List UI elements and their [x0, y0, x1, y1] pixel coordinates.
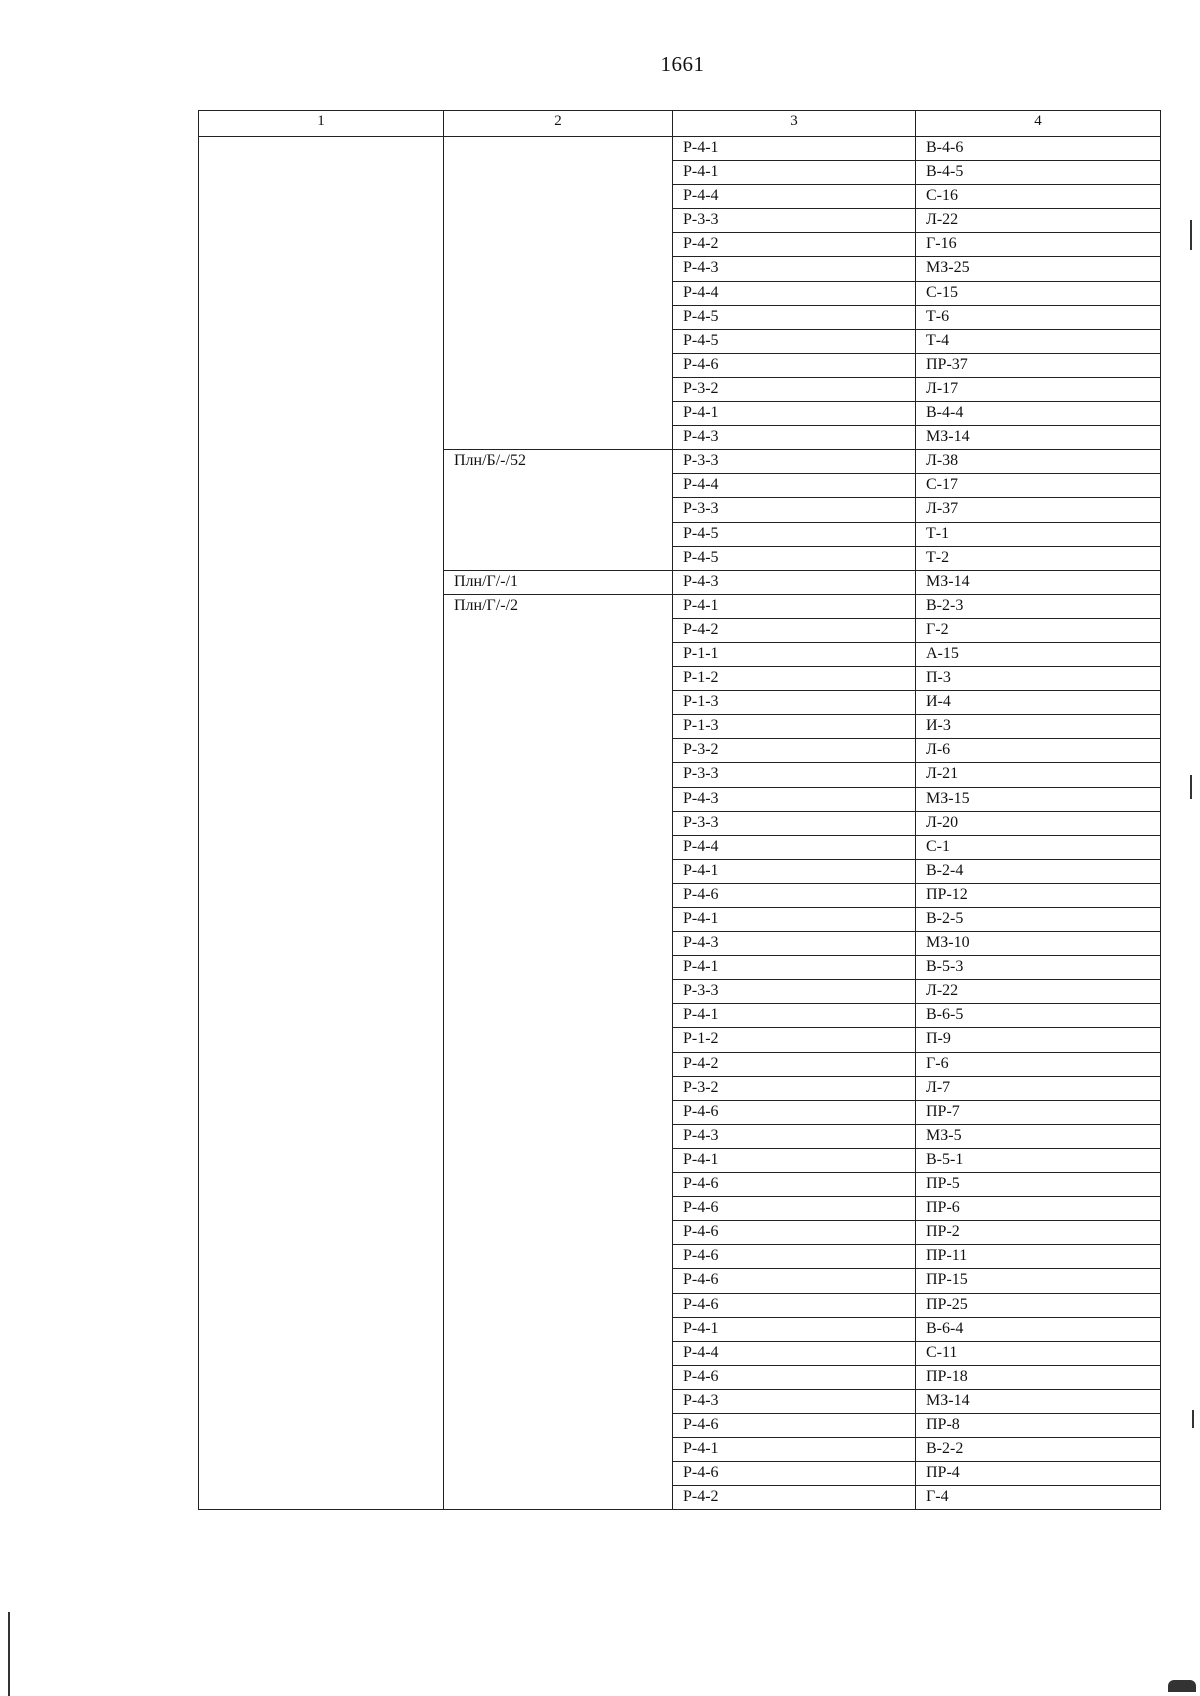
item-code-cell: ПР-2: [916, 1221, 1161, 1245]
section-code-cell: Р-3-2: [673, 1076, 916, 1100]
section-code-cell: Р-4-5: [673, 329, 916, 353]
section-code-cell: Р-4-1: [673, 161, 916, 185]
item-code-cell: МЗ-15: [916, 787, 1161, 811]
group-code-cell: Плн/Б/-/52: [444, 450, 673, 570]
scan-edge-mark: [1190, 220, 1192, 250]
section-code-cell: Р-4-4: [673, 281, 916, 305]
item-code-cell: В-4-4: [916, 402, 1161, 426]
item-code-cell: В-6-4: [916, 1317, 1161, 1341]
item-code-cell: МЗ-10: [916, 932, 1161, 956]
section-code-cell: Р-4-1: [673, 956, 916, 980]
section-code-cell: Р-1-3: [673, 715, 916, 739]
scan-corner-blot: [1168, 1680, 1196, 1692]
section-code-cell: Р-4-6: [673, 1413, 916, 1437]
item-code-cell: Л-22: [916, 209, 1161, 233]
section-code-cell: Р-4-4: [673, 1341, 916, 1365]
item-code-cell: МЗ-25: [916, 257, 1161, 281]
scan-margin-line: [8, 1612, 10, 1696]
section-code-cell: Р-4-1: [673, 594, 916, 618]
item-code-cell: Л-21: [916, 763, 1161, 787]
section-code-cell: Р-4-1: [673, 859, 916, 883]
section-code-cell: Р-4-3: [673, 426, 916, 450]
section-code-cell: Р-4-6: [673, 1173, 916, 1197]
section-code-cell: Р-4-5: [673, 305, 916, 329]
section-code-cell: Р-4-6: [673, 883, 916, 907]
item-code-cell: Т-2: [916, 546, 1161, 570]
section-code-cell: Р-4-1: [673, 1148, 916, 1172]
item-code-cell: ПР-5: [916, 1173, 1161, 1197]
header-col-4: 4: [916, 111, 1161, 137]
section-code-cell: Р-4-4: [673, 835, 916, 859]
document-table: [198, 110, 1161, 1510]
section-code-cell: Р-4-2: [673, 1486, 916, 1510]
item-code-cell: В-4-5: [916, 161, 1161, 185]
section-code-cell: Р-4-3: [673, 257, 916, 281]
section-code-cell: Р-4-6: [673, 1197, 916, 1221]
item-code-cell: Г-6: [916, 1052, 1161, 1076]
item-code-cell: МЗ-14: [916, 426, 1161, 450]
header-row: [199, 111, 1161, 137]
section-code-cell: Р-4-6: [673, 353, 916, 377]
section-code-cell: Р-1-3: [673, 691, 916, 715]
item-code-cell: ПР-25: [916, 1293, 1161, 1317]
item-code-cell: ПР-7: [916, 1100, 1161, 1124]
section-code-cell: Р-4-6: [673, 1269, 916, 1293]
item-code-cell: Л-7: [916, 1076, 1161, 1100]
section-code-cell: Р-4-6: [673, 1100, 916, 1124]
section-code-cell: Р-4-1: [673, 1438, 916, 1462]
item-code-cell: Л-17: [916, 377, 1161, 401]
section-code-cell: Р-4-2: [673, 1052, 916, 1076]
section-code-cell: Р-3-3: [673, 763, 916, 787]
section-code-cell: Р-4-6: [673, 1462, 916, 1486]
section-code-cell: Р-3-2: [673, 739, 916, 763]
section-code-cell: Р-4-4: [673, 185, 916, 209]
item-code-cell: В-2-2: [916, 1438, 1161, 1462]
section-code-cell: Р-1-2: [673, 667, 916, 691]
section-code-cell: Р-4-3: [673, 570, 916, 594]
item-code-cell: В-4-6: [916, 137, 1161, 161]
section-code-cell: Р-4-1: [673, 137, 916, 161]
item-code-cell: ПР-37: [916, 353, 1161, 377]
section-code-cell: Р-4-6: [673, 1245, 916, 1269]
header-col-1: 1: [199, 111, 444, 137]
scan-edge-mark: [1192, 1410, 1194, 1428]
item-code-cell: ПР-18: [916, 1365, 1161, 1389]
section-code-cell: Р-4-2: [673, 233, 916, 257]
section-code-cell: Р-3-3: [673, 209, 916, 233]
section-code-cell: Р-4-3: [673, 1389, 916, 1413]
section-code-cell: Р-4-5: [673, 522, 916, 546]
item-code-cell: Л-38: [916, 450, 1161, 474]
section-code-cell: Р-4-6: [673, 1293, 916, 1317]
section-code-cell: Р-4-3: [673, 787, 916, 811]
section-code-cell: Р-4-1: [673, 1317, 916, 1341]
section-code-cell: Р-3-2: [673, 377, 916, 401]
item-code-cell: П-9: [916, 1028, 1161, 1052]
item-code-cell: Г-2: [916, 618, 1161, 642]
section-code-cell: Р-3-3: [673, 450, 916, 474]
section-code-cell: Р-1-1: [673, 642, 916, 666]
item-code-cell: Л-20: [916, 811, 1161, 835]
item-code-cell: ПР-8: [916, 1413, 1161, 1437]
section-code-cell: Р-1-2: [673, 1028, 916, 1052]
section-code-cell: Р-4-1: [673, 1004, 916, 1028]
item-code-cell: Г-16: [916, 233, 1161, 257]
item-code-cell: И-4: [916, 691, 1161, 715]
section-code-cell: Р-3-3: [673, 498, 916, 522]
item-code-cell: В-2-5: [916, 908, 1161, 932]
header-col-2: 2: [444, 111, 673, 137]
item-code-cell: ПР-12: [916, 883, 1161, 907]
section-code-cell: Р-4-1: [673, 402, 916, 426]
item-code-cell: В-6-5: [916, 1004, 1161, 1028]
item-code-cell: В-5-3: [916, 956, 1161, 980]
item-code-cell: ПР-4: [916, 1462, 1161, 1486]
item-code-cell: С-17: [916, 474, 1161, 498]
item-code-cell: И-3: [916, 715, 1161, 739]
scan-edge-mark: [1190, 775, 1192, 799]
header-col-3: 3: [673, 111, 916, 137]
item-code-cell: Т-1: [916, 522, 1161, 546]
item-code-cell: В-5-1: [916, 1148, 1161, 1172]
item-code-cell: Г-4: [916, 1486, 1161, 1510]
item-code-cell: МЗ-14: [916, 1389, 1161, 1413]
section-code-cell: Р-4-3: [673, 1124, 916, 1148]
item-code-cell: Л-6: [916, 739, 1161, 763]
item-code-cell: ПР-15: [916, 1269, 1161, 1293]
item-code-cell: Л-22: [916, 980, 1161, 1004]
item-code-cell: П-3: [916, 667, 1161, 691]
section-code-cell: Р-4-3: [673, 932, 916, 956]
section-code-cell: Р-4-1: [673, 908, 916, 932]
section-code-cell: Р-4-6: [673, 1365, 916, 1389]
table-row: [199, 137, 1161, 161]
item-code-cell: С-15: [916, 281, 1161, 305]
col-1-cell: [199, 137, 444, 1510]
section-code-cell: Р-4-6: [673, 1221, 916, 1245]
section-code-cell: Р-4-4: [673, 474, 916, 498]
group-code-cell: Плн/Г/-/2: [444, 594, 673, 1510]
table-body: [199, 137, 1161, 1510]
item-code-cell: МЗ-14: [916, 570, 1161, 594]
section-code-cell: Р-3-3: [673, 980, 916, 1004]
item-code-cell: ПР-6: [916, 1197, 1161, 1221]
item-code-cell: С-1: [916, 835, 1161, 859]
item-code-cell: В-2-4: [916, 859, 1161, 883]
section-code-cell: Р-3-3: [673, 811, 916, 835]
item-code-cell: ПР-11: [916, 1245, 1161, 1269]
item-code-cell: МЗ-5: [916, 1124, 1161, 1148]
group-code-cell: [444, 137, 673, 450]
item-code-cell: Т-6: [916, 305, 1161, 329]
item-code-cell: С-11: [916, 1341, 1161, 1365]
page-number: 1661: [660, 52, 705, 76]
item-code-cell: Л-37: [916, 498, 1161, 522]
group-code-cell: Плн/Г/-/1: [444, 570, 673, 594]
item-code-cell: В-2-3: [916, 594, 1161, 618]
item-code-cell: Т-4: [916, 329, 1161, 353]
item-code-cell: А-15: [916, 642, 1161, 666]
item-code-cell: С-16: [916, 185, 1161, 209]
section-code-cell: Р-4-2: [673, 618, 916, 642]
section-code-cell: Р-4-5: [673, 546, 916, 570]
